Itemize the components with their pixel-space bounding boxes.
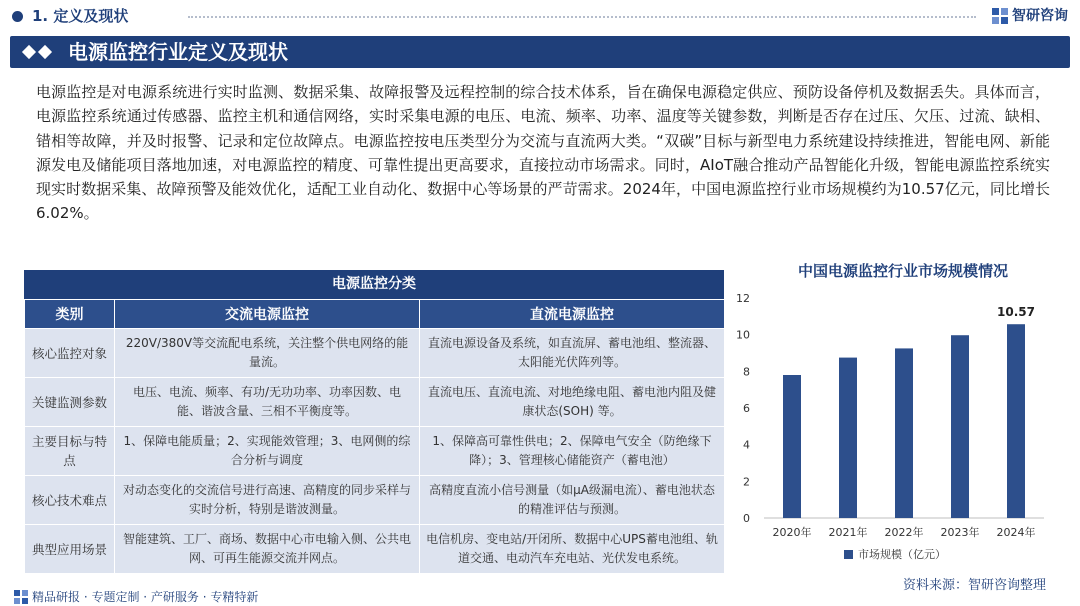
row-ac: 220V/380V等交流配电系统，关注整个供电网络的能量流。 (115, 329, 420, 378)
y-tick-label: 2 (743, 475, 750, 489)
table-title: 电源监控分类 (24, 270, 724, 299)
chart-title: 中国电源监控行业市场规模情况 (797, 262, 1008, 280)
header-category: 类别 (25, 300, 115, 329)
diamond-icon (22, 44, 62, 60)
section-label: 1. 定义及现状 (32, 7, 129, 25)
row-ac: 1、保障电能质量；2、实现能效管理；3、电网侧的综合分析与调度 (115, 427, 420, 476)
row-category: 主要目标与特点 (25, 427, 115, 476)
row-category: 核心技术难点 (25, 476, 115, 525)
data-label: 10.57 (997, 305, 1035, 320)
footer-text: 精品研报 · 专题定制 · 产研服务 · 专精特新 (32, 590, 259, 604)
x-tick-label: 2022年 (884, 526, 924, 539)
intro-paragraph: 电源监控是对电源系统进行实时监测、数据采集、故障报警及远程控制的综合技术体系，旨在确保电源稳定供应、预防设备停机及数据丢失。具体而言，电源监控系统通过传感器、监控主机和通信网络，实时采集电源的电压、电流、频率、功率、温度等关键参数，判断是否存在过压、欠压、过流、缺相、错相等故障，并及时报警、记录和定位故障点。电源监控按电压类型分为交流与直流两大类。“双碳”目标与新型电力系统建设持续推进，智能电网、新能源发电及储能项目落地加速，对电源监控的精度、可靠性提出更高要求，直接拉动市场需求。同时，AIoT融合推动产品智能化升级，智能电源监控系统实现实时数据采集、故障预警及能效优化，适配工业自动化、数据中心等场景的严苛需求。2024年，中国电源监控行业市场规模约为10.57亿元，同比增长6.02%。 (36, 83, 1050, 223)
table-grid (24, 299, 725, 574)
footer (14, 588, 258, 605)
x-tick-label: 2024年 (996, 526, 1036, 539)
legend-swatch (844, 550, 853, 559)
y-tick-label: 12 (736, 292, 750, 305)
x-tick-label: 2020年 (772, 526, 812, 539)
header-divider (188, 16, 976, 18)
row-category: 核心监控对象 (25, 329, 115, 378)
y-tick-label: 0 (743, 512, 750, 525)
bar (1007, 324, 1025, 518)
row-dc: 电信机房、变电站/开闭所、数据中心UPS蓄电池组、轨道交通、电动汽车充电站、光伏发电系统。 (420, 525, 725, 574)
table-row (25, 427, 725, 476)
brand-logo (992, 5, 1068, 27)
title-bar (10, 36, 1070, 68)
header-ac: 交流电源监控 (115, 300, 420, 329)
row-dc: 高精度直流小信号测量（如μA级漏电流）、蓄电池状态的精准评估与预测。 (420, 476, 725, 525)
footer-logo-icon (14, 590, 28, 604)
legend-label: 市场规模（亿元） (858, 548, 946, 561)
table-row (25, 378, 725, 427)
bullet-dot-icon (12, 11, 23, 22)
table-row (25, 329, 725, 378)
y-tick-label: 6 (743, 402, 750, 415)
market-size-bar-chart (724, 280, 1060, 580)
row-ac: 电压、电流、频率、有功/无功功率、功率因数、电能、谐波含量、三相不平衡度等。 (115, 378, 420, 427)
header-dc: 直流电源监控 (420, 300, 725, 329)
bar (839, 358, 857, 518)
bar (895, 348, 913, 518)
top-header (0, 0, 1080, 32)
data-source: 资料来源：智研咨询整理 (902, 578, 1046, 593)
x-tick-label: 2021年 (828, 526, 868, 539)
brand-logo-icon (992, 8, 1008, 24)
y-tick-label: 10 (736, 328, 750, 342)
bar (951, 335, 969, 518)
row-dc: 直流电源设备及系统，如直流屏、蓄电池组、整流器、太阳能光伏阵列等。 (420, 329, 725, 378)
row-category: 典型应用场景 (25, 525, 115, 574)
table-header-row (25, 300, 725, 329)
classification-table (24, 270, 724, 574)
page-title: 电源监控行业定义及现状 (68, 40, 288, 64)
table-row (25, 476, 725, 525)
bar (783, 375, 801, 518)
x-tick-label: 2023年 (940, 526, 980, 539)
row-dc: 直流电压、直流电流、对地绝缘电阻、蓄电池内阻及健康状态(SOH) 等。 (420, 378, 725, 427)
brand-name: 智研咨询 (1012, 8, 1068, 24)
y-tick-label: 8 (743, 365, 750, 379)
row-ac: 智能建筑、工厂、商场、数据中心市电输入侧、公共电网、可再生能源交流并网点。 (115, 525, 420, 574)
row-ac: 对动态变化的交流信号进行高速、高精度的同步采样与实时分析，特别是谐波测量。 (115, 476, 420, 525)
row-dc: 1、保障高可靠性供电；2、保障电气安全（防绝缘下降）；3、管理核心储能资产（蓄电池） (420, 427, 725, 476)
y-tick-label: 4 (743, 438, 750, 452)
row-category: 关键监测参数 (25, 378, 115, 427)
table-row (25, 525, 725, 574)
